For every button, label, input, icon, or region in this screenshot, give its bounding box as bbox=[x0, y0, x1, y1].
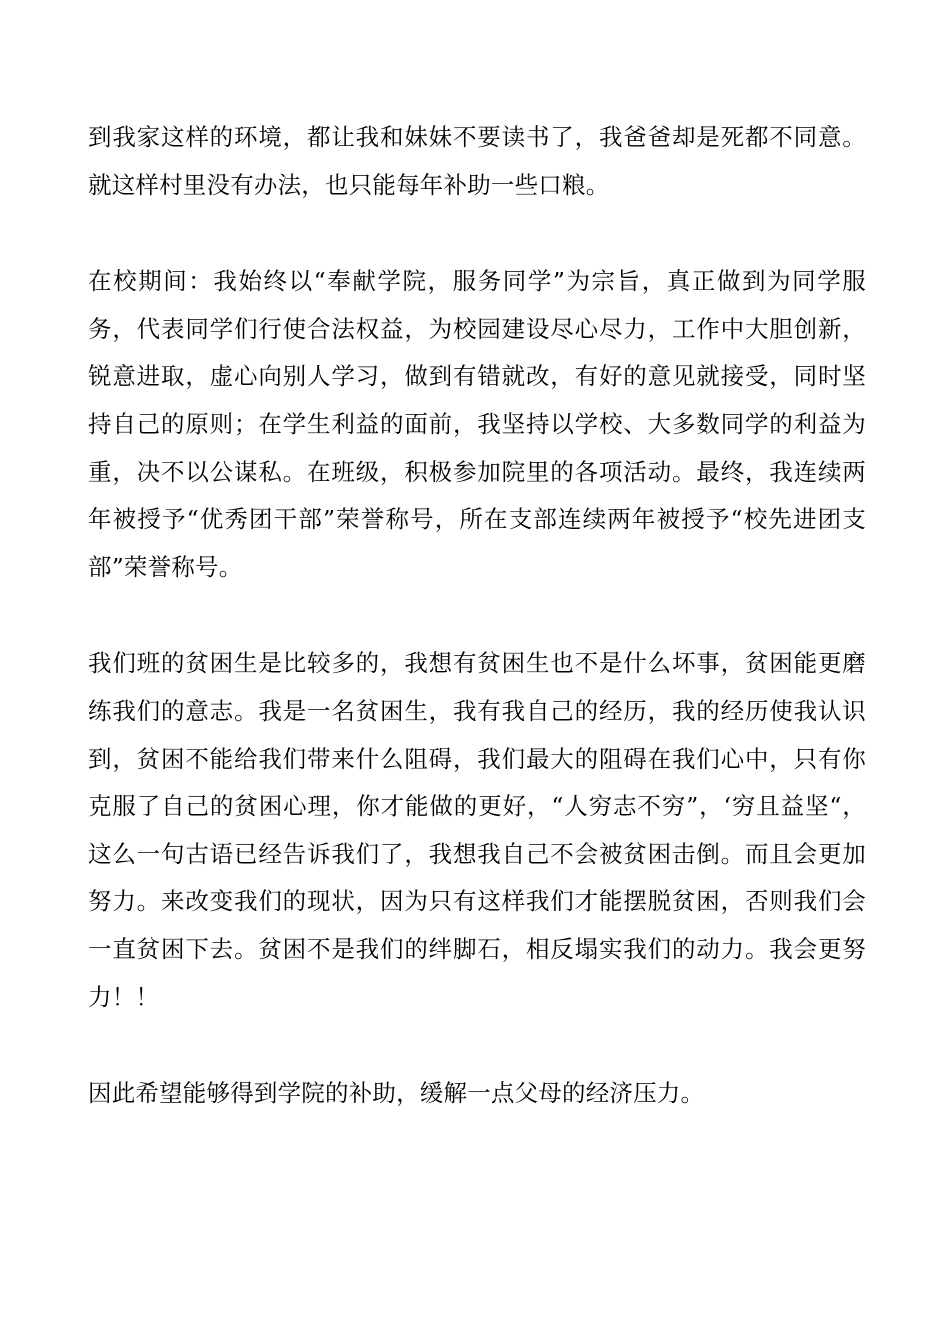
paragraph-school-service: 在校期间：我始终以“奉献学院，服务同学”为宗旨，真正做到为同学服务，代表同学们行使合法权益，为校园建设尽心尽力，工作中大胆创新，锐意进取，虚心向别人学习，做到有错就改，有好的意见就接受，同时坚持自己的原则；在学生利益的面前，我坚持以学校、大多数同学的利益为重，决不以公谋私。在班级，积极参加院里的各项活动。最终，我连续两年被授予“优秀团干部”荣誉称号，所在支部连续两年被授予“校先进团支部”荣誉称号。 bbox=[88, 267, 866, 581]
paragraph-poverty-reflection: 我们班的贫困生是比较多的，我想有贫困生也不是什么坏事，贫困能更磨练我们的意志。我是一名贫困生，我有我自己的经历，我的经历使我认识到，贫困不能给我们带来什么阻碍，我们最大的阻碍在我们心中，只有你克服了自己的贫困心理，你才能做的更好，“人穷志不穷”，‘穷且益坚“，这么一句古语已经告诉我们了，我想我自己不会被贫困击倒。而且会更加努力。来改变我们的现状，因为只有这样我们才能摆脱贫困，否则我们会一直贫困下去。贫困不是我们的绊脚石，相反塌实我们的动力。我会更努力！！ bbox=[88, 649, 866, 1011]
document-body bbox=[88, 114, 866, 1118]
paragraph-family-situation: 到我家这样的环境，都让我和妹妹不要读书了，我爸爸却是死都不同意。就这样村里没有办法，也只能每年补助一些口粮。 bbox=[88, 123, 866, 199]
paragraph-request: 因此希望能够得到学院的补助，缓解一点父母的经济压力。 bbox=[88, 1079, 705, 1108]
